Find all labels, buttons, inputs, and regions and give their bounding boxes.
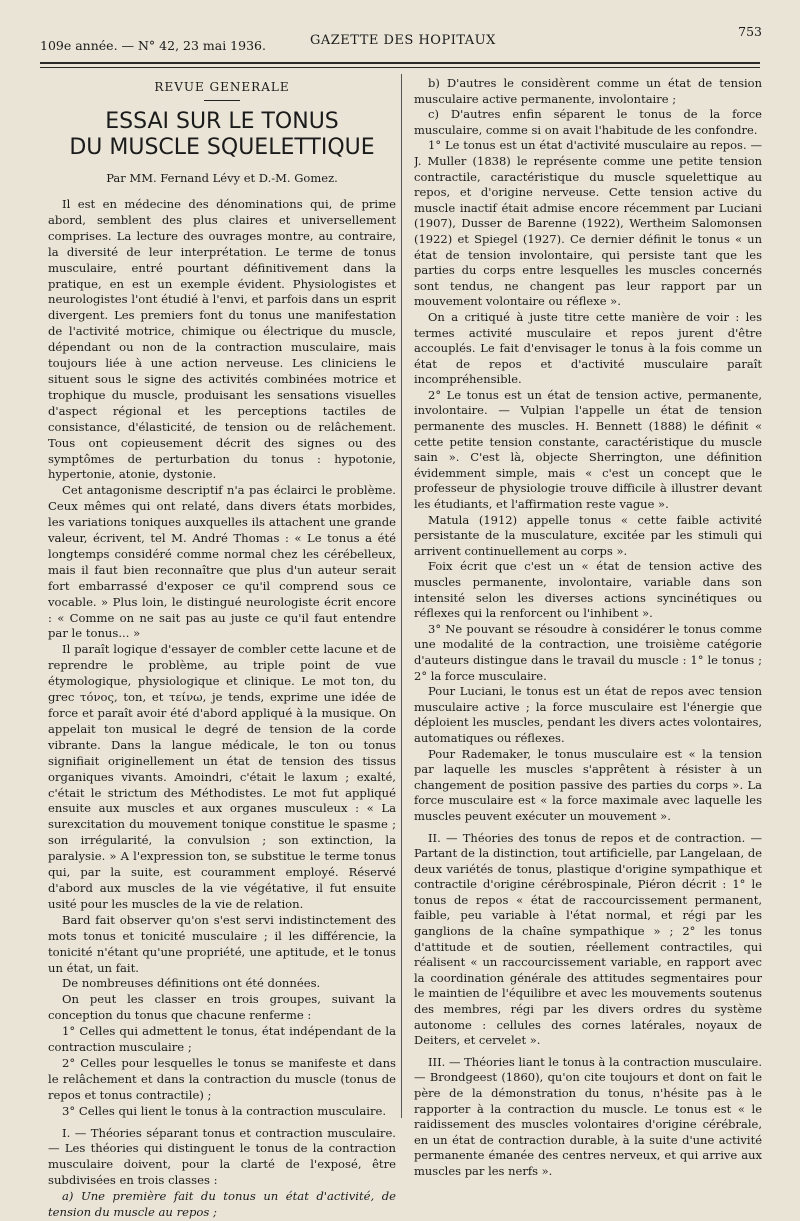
paragraph: 1° Le tonus est un état d'activité musculaire au repos. — J. Muller (1838) le représente comme une petite tension contractile, caractéristique du muscle squelettique au repos, et d'origine nerveuse. Cette tension active du muscle inactif était admise encore récemment par Luciani (1907), Dusser de Barenne (1922), Wertheim Salomonsen (1922) et Spiegel (1927). Ce dernier définit le tonus « un état de tension involontaire, qui persiste tant que les parties du corps entre lesquelles les muscles concernés sont tendus, ne changent pas leur rapport par un mouvement volontaire ou réflexe ».: [414, 138, 762, 309]
title-rule: [204, 100, 240, 101]
paragraph: 2° Celles pour lesquelles le tonus se manifeste et dans le relâchement et dans la contraction du muscle (tonus de repos et tonus contractile) ;: [48, 1055, 396, 1102]
paragraph: Il paraît logique d'essayer de combler cette lacune et de reprendre le problème, au triple point de vue étymologique, physiologique et clinique. Le mot ton, du grec τόνος, ton, et τείνω, je tends, exprime une idée de force et paraît avoir été d'abord appliqué à la musique. On appelait ton musical le degré de tension de la corde vibrante. Dans la langue médicale, le ton ou tonus signifiait originellement un état de tension des tissus organiques vivants. Amoindri, c'était le laxum ; exalté, c'était le strictum des Méthodistes. Le mot fut appliqué ensuite aux muscles et aux organes musculeux : « La surexcitation du mouvement tonique constitue le spasme ; son irrégularité, la convulsion ; son extinction, la paralysie. » A l'expression ton, se substitue le terme tonus qui, par la suite, est couramment employé. Réservé d'abord aux muscles de la vie végétative, il fut ensuite usité pour les muscles de la vie de relation.: [48, 642, 396, 911]
issue-line: 109e année. — N° 42, 23 mai 1936.: [40, 38, 266, 53]
section-heading-paragraph: III. — Théories liant le tonus à la contraction musculaire. — Brondgeest (1860), qu'on cite toujours et dont on fait le père de la démonstration du tonus, n'hésite pas à le rapporter à la contraction du muscle. Le tonus est « le raidissement des muscles volontaires d'origine cérébrale, en un état de contraction durable, à la suite d'une activité permanente émanée des centres nerveux, et qui arrive aux muscles par les nerfs ».: [414, 1054, 762, 1178]
article-title: [48, 109, 396, 161]
paragraph: On peut les classer en trois groupes, suivant la conception du tonus que chacune renferme :: [48, 992, 396, 1023]
paragraph: De nombreuses définitions ont été données.: [62, 976, 321, 991]
page-number: 753: [738, 24, 762, 39]
header-rule: [40, 62, 760, 64]
paragraph: Foix écrit que c'est un « état de tension active des muscles permanente, involontaire, variable dans son intensité selon les diverses actions syncinétiques ou réflexes qui la renforcent ou l'inhibent ».: [414, 559, 762, 621]
paragraph: 3° Celles qui lient le tonus à la contraction musculaire.: [62, 1103, 387, 1118]
header-rule-thin: [40, 67, 760, 68]
paragraph: Matula (1912) appelle tonus « cette faible activité persistante de la musculature, excitée par les stimuli qui arrivent continuellement au corps ».: [414, 512, 762, 558]
section-label: REVUE GENERALE: [154, 80, 290, 94]
title-line-1: ESSAI SUR LE TONUS: [105, 109, 339, 134]
left-column: [48, 76, 396, 1221]
paragraph: c) D'autres enfin séparent le tonus de la force musculaire, comme si on avait l'habitude de les confondre.: [414, 107, 762, 137]
paragraph: 2° Le tonus est un état de tension active, permanente, involontaire. — Vulpian l'appelle un état de tension permanente des muscles. H. Bennett (1888) le définit « cette petite tension constante, caractéristique du muscle sain ». C'est là, objecte Sherrington, une définition évidemment simple, mais « c'est un concept que le professeur de physiologie trouve difficile à illustrer devant les étudiants, et l'affirmation reste vague ».: [414, 387, 762, 512]
journal-name: GAZETTE DES HOPITAUX: [310, 33, 496, 48]
paragraph: 1° Celles qui admettent le tonus, état indépendant de la contraction musculaire ;: [48, 1024, 396, 1055]
column-divider: [401, 74, 402, 1118]
right-column: [414, 76, 762, 1180]
paragraph: On a critiqué à juste titre cette manière de voir : les termes activité musculaire et repos jurent d'être accouplés. Le fait d'envisager le tonus à la fois comme un état de repos et d'activité musculaire paraît incompréhensible.: [414, 309, 762, 387]
paragraph: Bard fait observer qu'on s'est servi indistinctement des mots tonus et tonicité musculaire ; il les différencie, la tonicité n'étant qu'une propriété, une aptitude, et le tonus un état, un fait.: [48, 912, 396, 975]
title-line-2: DU MUSCLE SQUELETTIQUE: [69, 135, 375, 160]
paragraph: 3° Ne pouvant se résoudre à considérer le tonus comme une modalité de la contraction, une troisième catégorie d'auteurs distingue dans le travail du muscle : 1° le tonus ; 2° la force musculaire.: [414, 621, 762, 683]
paragraph: Il est en médecine des dénominations qui, de prime abord, semblent des plus claires et universellement comprises. La lecture des ouvrages montre, au contraire, la diversité de leur interprétation. Le terme de tonus musculaire, entré pourtant définitivement dans la pratique, en est un exemple évident. Physiologistes et neurologistes l'ont étudié à l'envi, et parfois dans un esprit divergent. Les premiers font du tonus une manifestation de l'activité motrice, chimique ou électrique du muscle, dépendant ou non de la contraction musculaire, mais toujours liée à une action nerveuse. Les cliniciens le situent sous le signe des activités combinées motrice et trophique du muscle, produisant les sensations visuelles d'aspect régional et les perceptions tactiles de consistance, d'élasticité, de tension ou de relâchement. Tous ont copieusement décrit des signes ou des symptômes de perturbation du tonus : hypotonie, hypertonie, atonie, dystonie.: [48, 197, 396, 482]
paragraph: Pour Luciani, le tonus est un état de repos avec tension musculaire active ; la force musculaire est l'énergie que déploient les muscles, pendant les divers actes volontaires, automatiques ou réflexes.: [414, 684, 762, 745]
paragraph: a) Une première fait du tonus un état d'activité, de tension du muscle au repos ;: [48, 1189, 396, 1220]
article-authors: Par MM. Fernand Lévy et D.-M. Gomez.: [106, 171, 338, 185]
page-header: [40, 18, 760, 58]
paragraph: b) D'autres le considèrent comme un état de tension musculaire active permanente, involontaire ;: [414, 76, 762, 106]
paragraph: Pour Rademaker, le tonus musculaire est « la tension par laquelle les muscles s'apprêtent à résister à un changement de position passive des parties du corps ». La force musculaire est « la force maximale avec laquelle les muscles peuvent exécuter un mouvement ».: [414, 746, 762, 823]
section-heading-paragraph: I. — Théories séparant tonus et contraction musculaire. — Les théories qui distinguent le tonus de la contraction musculaire doivent, pour la clarté de l'exposé, être subdivisées en trois classes :: [48, 1125, 396, 1188]
paragraph: Cet antagonisme descriptif n'a pas éclairci le problème. Ceux mêmes qui ont relaté, dans divers états morbides, les variations toniques auxquelles ils attachent une grande valeur, écrivent, tel M. André Thomas : « Le tonus a été longtemps considéré comme normal chez les cérébelleux, mais il faut bien reconnaître que plus d'un auteur serait fort embarrassé d'exposer ce qu'il comprend sous ce vocable. » Plus loin, le distingué neurologiste écrit encore : « Comme on ne sait pas au juste ce qu'il faut entendre par le tonus... »: [48, 483, 396, 641]
section-heading-paragraph: II. — Théories des tonus de repos et de contraction. — Partant de la distinction, tout artificielle, par Langelaan, de deux variétés de tonus, plastique d'origine sympathique et contractile d'origine cérébrospinale, Piéron décrit : 1° le tonus de repos « état de raccourcissement permanent, faible, peu variable à l'état normal, et régi par les ganglions de la chaîne sympathique » ; 2° les tonus d'attitude et de soutien, réellement contractiles, qui réalisent « un raccourcissement variable, en rapport avec la coordination générale des attitudes segmentaires pour le maintien de l'équilibre et avec les mouvements soutenus des membres, régi par les divers ordres du système autonome : cellules des cornes latérales, noyaux de Deiters, et cervelet ».: [414, 830, 762, 1048]
